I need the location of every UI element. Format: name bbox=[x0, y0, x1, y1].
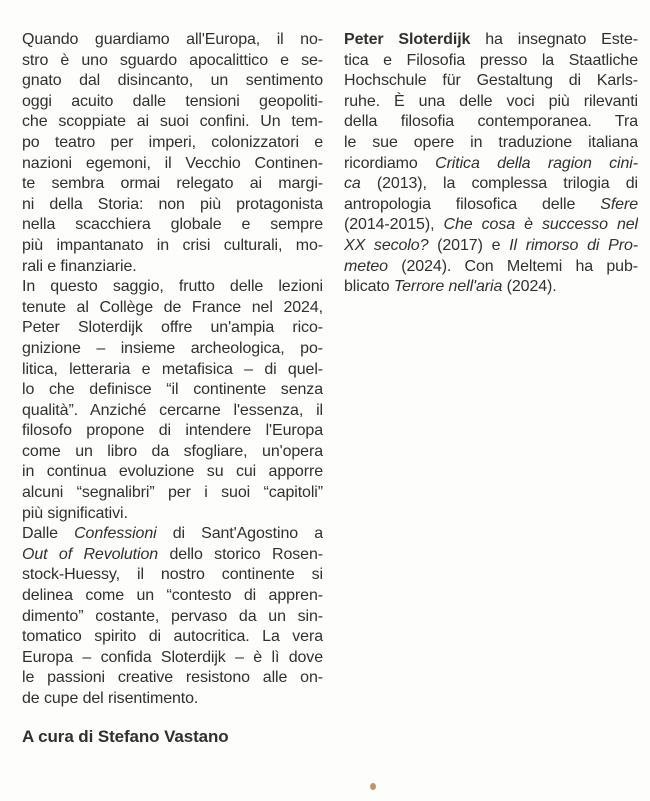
text-segment: di Sant'Agostino a bbox=[156, 525, 323, 543]
text-segment: tomatico spirito di autocritica. La vera bbox=[22, 628, 323, 646]
text-segment: Peter Sloterdijk bbox=[344, 31, 471, 48]
dust-speck bbox=[370, 783, 376, 790]
text-segment: lo che definisce “il continente senza bbox=[22, 381, 323, 399]
text-segment: Out of Revolution bbox=[22, 545, 159, 563]
text-line bbox=[344, 174, 638, 195]
text-segment: tica e Filosofia presso la Staatliche bbox=[344, 51, 638, 69]
text-line bbox=[22, 442, 323, 463]
text-segment: le sue opere in traduzione italiana bbox=[344, 133, 638, 151]
text-line bbox=[344, 257, 638, 278]
text-line bbox=[22, 565, 323, 586]
text-line bbox=[22, 421, 323, 442]
text-line bbox=[344, 195, 638, 216]
paragraph bbox=[22, 277, 323, 524]
text-line bbox=[22, 648, 323, 669]
text-segment: che scoppiate ai suoi confini. Un tem- bbox=[22, 113, 323, 131]
text-line bbox=[22, 298, 323, 319]
text-line bbox=[344, 154, 638, 175]
text-segment: dello storico Rosen- bbox=[158, 545, 323, 563]
text-segment: rali e finanziarie. bbox=[22, 257, 137, 275]
description-column bbox=[22, 30, 323, 710]
text-line bbox=[344, 71, 638, 92]
text-segment: Critica della ragion cini- bbox=[435, 154, 638, 172]
text-line bbox=[22, 668, 323, 689]
paragraph bbox=[22, 30, 323, 277]
text-line bbox=[344, 215, 638, 236]
text-line bbox=[344, 277, 638, 298]
text-segment: Confessioni bbox=[74, 525, 157, 543]
text-segment: gnato dal disincanto, un sentimento bbox=[22, 72, 323, 90]
text-segment: Hochschule für Gestaltung di Karls- bbox=[344, 72, 638, 90]
text-line bbox=[22, 133, 323, 154]
text-segment: Peter Sloterdijk offre un'ampia rico- bbox=[22, 319, 323, 337]
text-segment: filosofo propone di intendere l'Europa bbox=[22, 422, 323, 440]
curator-credit: A cura di Stefano Vastano bbox=[22, 727, 229, 746]
text-segment: blicato bbox=[344, 278, 394, 296]
text-line bbox=[22, 174, 323, 195]
text-segment: più impantanato in crisi culturali, mo- bbox=[22, 236, 323, 254]
text-segment: della filosofia contemporanea. Tra bbox=[344, 113, 638, 131]
text-segment: Terrore nell'aria bbox=[393, 278, 503, 296]
text-segment: Quando guardiamo all'Europa, il no- bbox=[22, 31, 323, 48]
text-segment: qualità”. Anziché cercarne l'essenza, il bbox=[22, 401, 323, 419]
text-line bbox=[22, 689, 323, 710]
text-segment: stro è uno sguardo apocalittico e se- bbox=[22, 51, 323, 69]
text-line bbox=[344, 30, 638, 51]
text-segment: (2024). bbox=[502, 278, 557, 296]
text-line bbox=[344, 92, 638, 113]
text-line bbox=[22, 92, 323, 113]
text-line bbox=[22, 71, 323, 92]
text-segment: (2017) e bbox=[428, 236, 510, 254]
text-line bbox=[22, 360, 323, 381]
text-line bbox=[22, 154, 323, 175]
text-segment: antropologia filosofica delle bbox=[344, 195, 601, 213]
text-segment: ricordiamo bbox=[344, 154, 436, 172]
text-segment: oggi acuito dalle tensioni geopoliti- bbox=[22, 92, 323, 110]
text-segment: ha insegnato Este- bbox=[470, 31, 638, 48]
text-segment: nella scacchiera globale e sempre bbox=[22, 216, 323, 234]
text-line bbox=[344, 133, 638, 154]
text-segment: de cupe del risentimento. bbox=[22, 690, 199, 707]
text-line bbox=[344, 112, 638, 133]
paragraph bbox=[22, 524, 323, 709]
text-line bbox=[22, 483, 323, 504]
text-line bbox=[22, 215, 323, 236]
text-line bbox=[22, 195, 323, 216]
text-line bbox=[22, 277, 323, 298]
text-segment: meteo bbox=[344, 257, 388, 275]
text-segment: (2014-2015), bbox=[344, 216, 444, 234]
text-line bbox=[22, 545, 323, 566]
text-segment: Il rimorso di Pro- bbox=[509, 236, 638, 254]
text-segment: (2024). Con Meltemi ha pub- bbox=[387, 257, 638, 275]
text-segment: come un libro da sfogliare, un'opera bbox=[22, 442, 323, 460]
text-segment: gnizione – insieme archeologica, po- bbox=[22, 339, 323, 357]
text-segment: ruhe. È una delle voci più rilevanti bbox=[344, 92, 638, 110]
text-segment: alcuni “segnalibri” per i suoi “capitoli” bbox=[22, 484, 323, 502]
text-line bbox=[22, 380, 323, 401]
text-line bbox=[22, 236, 323, 257]
text-segment: tenute al Collège de France nel 2024, bbox=[22, 298, 323, 316]
text-line bbox=[22, 607, 323, 628]
text-segment: più significativi. bbox=[22, 504, 128, 522]
text-line bbox=[22, 30, 323, 51]
text-line bbox=[22, 462, 323, 483]
text-segment: dimento” costante, pervaso da un sin- bbox=[22, 607, 323, 625]
text-line bbox=[22, 401, 323, 422]
text-segment: XX secolo? bbox=[344, 236, 429, 254]
text-line bbox=[344, 51, 638, 72]
text-segment: Dalle bbox=[22, 525, 75, 543]
text-segment: le passioni creative resistono alle on- bbox=[22, 669, 323, 687]
text-segment: ca bbox=[344, 175, 361, 193]
text-line bbox=[22, 112, 323, 133]
text-segment: delinea come un “contesto di appren- bbox=[22, 587, 323, 605]
text-segment: litica, letteraria e metafisica – di quel- bbox=[22, 360, 323, 378]
author-bio-column bbox=[344, 30, 638, 298]
text-segment: In questo saggio, frutto delle lezioni bbox=[22, 278, 323, 296]
text-segment: in continua evoluzione su cui apporre bbox=[22, 463, 323, 481]
text-line bbox=[22, 51, 323, 72]
text-line bbox=[22, 586, 323, 607]
text-segment: Che cosa è successo nel bbox=[443, 216, 638, 234]
text-line bbox=[22, 318, 323, 339]
text-line bbox=[22, 627, 323, 648]
text-segment: te sembra ormai relegato ai margi- bbox=[22, 175, 323, 193]
text-line bbox=[344, 236, 638, 257]
text-segment: stock-Huessy, il nostro continente si bbox=[22, 566, 323, 584]
text-segment: Sfere bbox=[600, 195, 638, 213]
text-segment: (2013), la complessa trilogia di bbox=[360, 175, 638, 193]
text-line bbox=[22, 339, 323, 360]
text-segment: po teatro per imperi, colonizzatori e bbox=[22, 133, 323, 151]
text-line bbox=[22, 504, 323, 525]
paragraph bbox=[344, 30, 638, 298]
text-segment: nazioni egemoni, il Vecchio Continen- bbox=[22, 154, 323, 172]
text-line bbox=[22, 257, 323, 278]
text-segment: Europa – confida Sloterdijk – è lì dove bbox=[22, 648, 323, 666]
text-segment: ni della Storia: non più protagonista bbox=[22, 195, 323, 213]
text-line bbox=[22, 524, 323, 545]
